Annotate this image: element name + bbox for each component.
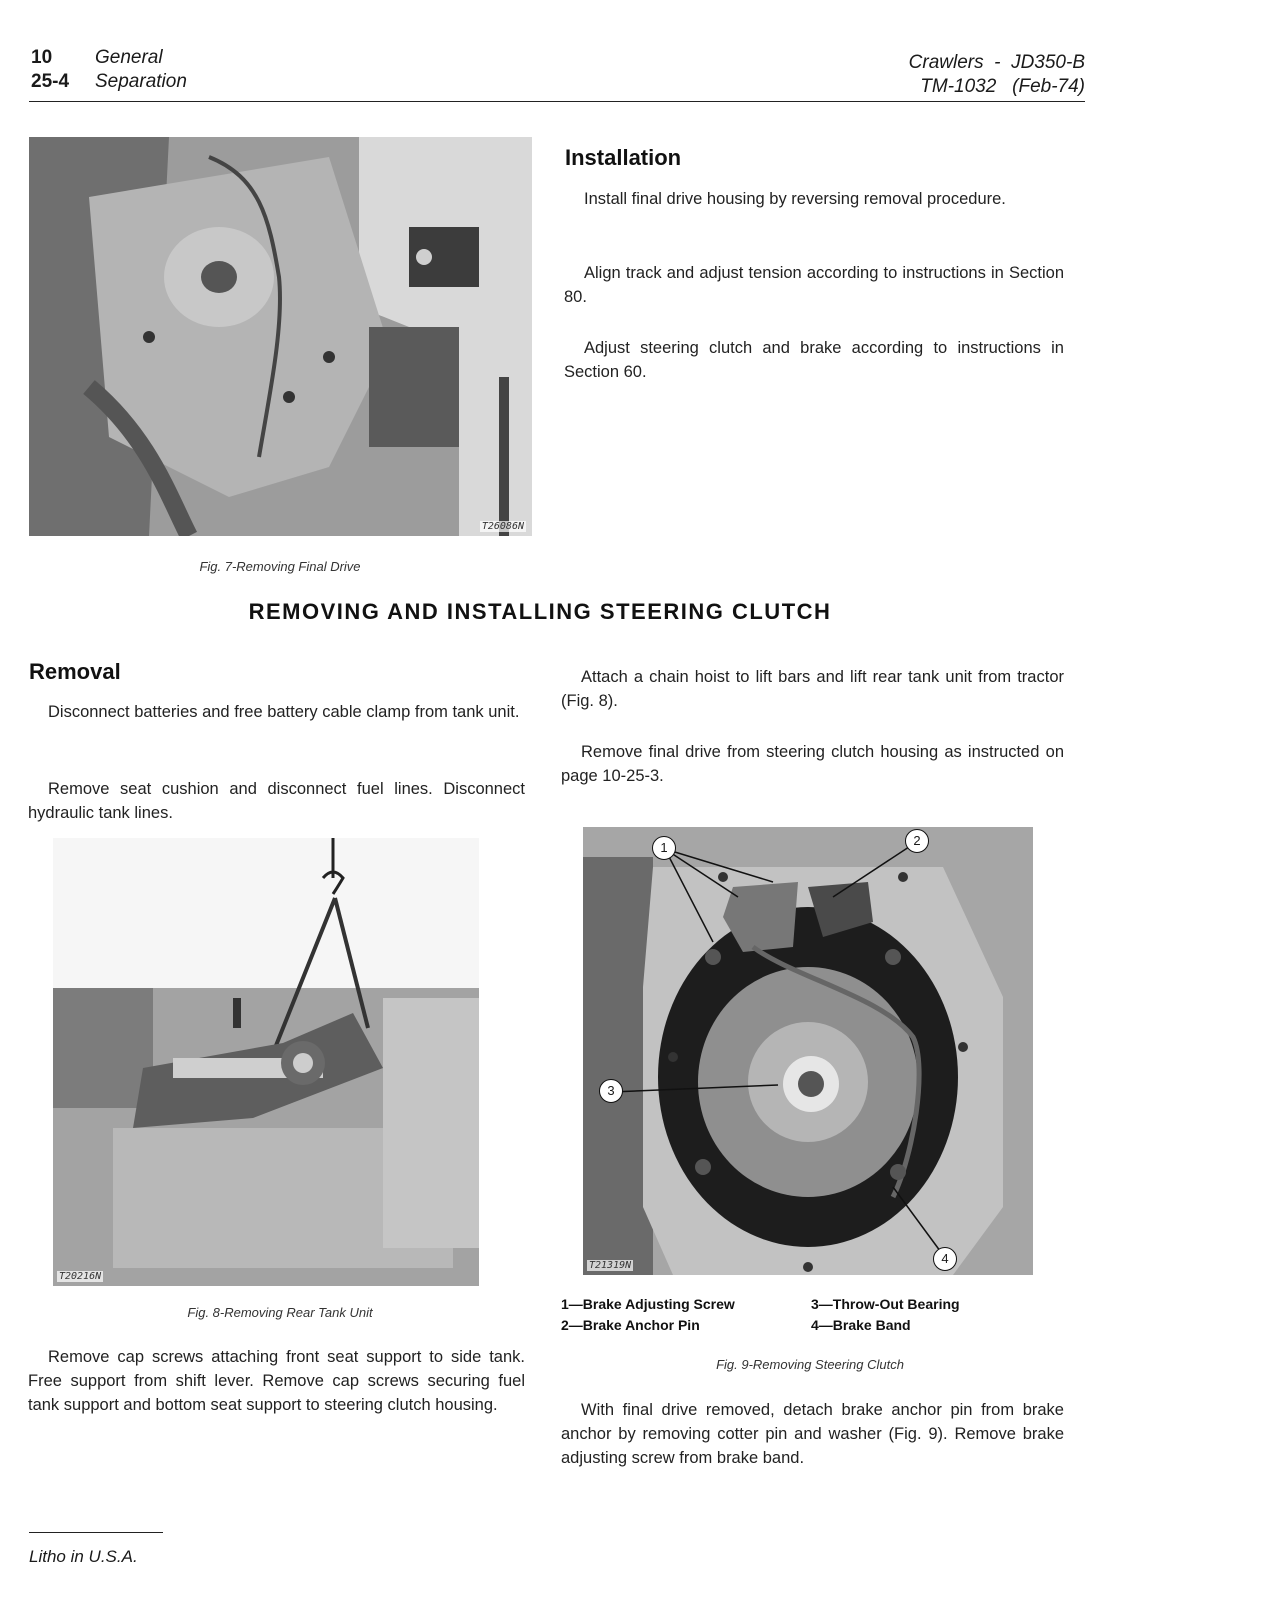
section-main-title: REMOVING AND INSTALLING STEERING CLUTCH (248, 599, 832, 624)
legend-item-2: 2—Brake Anchor Pin (561, 1317, 700, 1333)
final-drive-illustration (29, 137, 532, 536)
removal-paragraph-3: Remove cap screws attaching front seat support to side tank. Free support from shift lever. Remove cap screws securing fuel tank support and bottom seat support to steering clutch housing. (28, 1348, 525, 1414)
callout-4: 4 (933, 1247, 957, 1271)
figure-9-caption: Fig. 9-Removing Steering Clutch (716, 1357, 904, 1372)
photo-code: T20216N (59, 1271, 102, 1282)
product-name: Crawlers - JD350-B (908, 52, 1085, 73)
rear-tank-illustration (53, 838, 479, 1286)
figure-8-caption: Fig. 8-Removing Rear Tank Unit (187, 1305, 373, 1320)
installation-paragraph-2: Align track and adjust tension according to instructions in Section 80. (564, 264, 1064, 306)
right-paragraph-2: Remove final drive from steering clutch housing as instructed on page 10-25-3. (561, 743, 1064, 785)
legend-item-3: 3—Throw-Out Bearing (811, 1296, 960, 1312)
figure-8-photo (53, 838, 479, 1286)
page-number: 10 (31, 47, 53, 68)
removal-paragraph-1: Disconnect batteries and free battery cable clamp from tank unit. (48, 703, 520, 721)
removal-heading: Removal (29, 659, 121, 684)
manual-id: TM-1032 (Feb-74) (920, 76, 1085, 97)
right-paragraph-1: Attach a chain hoist to lift bars and lift rear tank unit from tractor (Fig. 8). (561, 668, 1064, 710)
figure-7-photo (29, 137, 532, 536)
footer-rule (29, 1532, 163, 1533)
footer-imprint: Litho in U.S.A. (29, 1547, 138, 1566)
callout-2: 2 (905, 829, 929, 853)
right-paragraph-3: With final drive removed, detach brake anchor pin from brake anchor by removing cotter pin and washer (Fig. 9). Remove brake adjusting screw from brake band. (561, 1401, 1064, 1467)
photo-code: T26086N (481, 521, 524, 532)
callout-3: 3 (599, 1079, 623, 1103)
section-number: 25-4 (31, 71, 70, 92)
legend-item-4: 4—Brake Band (811, 1317, 911, 1333)
legend-item-1: 1—Brake Adjusting Screw (561, 1296, 735, 1312)
figure-7-caption: Fig. 7-Removing Final Drive (199, 559, 361, 574)
figure-9-photo (583, 827, 1033, 1275)
installation-paragraph-3: Adjust steering clutch and brake according to instructions in Section 60. (564, 339, 1064, 381)
section-title: Separation (95, 71, 187, 92)
steering-clutch-illustration (583, 827, 1033, 1275)
callout-1: 1 (652, 836, 676, 860)
photo-code: T21319N (589, 1260, 632, 1271)
header-rule (29, 101, 1085, 102)
installation-heading: Installation (565, 145, 682, 170)
chapter-title: General (95, 47, 163, 68)
removal-paragraph-2: Remove seat cushion and disconnect fuel lines. Disconnect hydraulic tank lines. (28, 780, 525, 822)
installation-paragraph-1: Install final drive housing by reversing removal procedure. (584, 190, 1006, 208)
